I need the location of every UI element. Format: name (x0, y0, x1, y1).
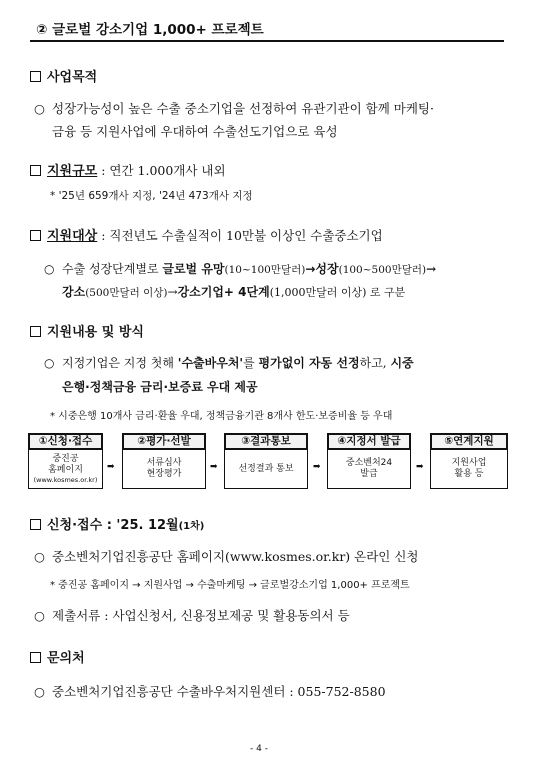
bullet-circle-icon: ○ (34, 608, 45, 623)
flow-step-3-line-1: 선정결과 통보 (238, 463, 294, 474)
support-auto-select: 평가없이 자동 선정 (258, 356, 360, 370)
section-contact (30, 647, 85, 666)
apply-note: * 중진공 홈페이지 → 지원사업 → 수출마케팅 → 글로벌강소기업 1,000+ 프로젝트 (50, 580, 410, 591)
support-line-2: 은행·정책금융 금리·보증료 우대 제공 (62, 380, 258, 394)
support-text-e: 하고, (359, 356, 391, 370)
purpose-line-2: 금융 등 지원사업에 우대하여 수출선도기업으로 육성 (52, 124, 338, 139)
checkbox-square-icon (30, 326, 41, 337)
target-growth: →성장 (305, 262, 339, 276)
flow-step-1-body (28, 449, 103, 489)
flow-step-5-body (430, 449, 508, 489)
support-line-1 (44, 354, 414, 371)
page-number: - 4 - (250, 744, 268, 754)
apply-line-1 (34, 547, 419, 565)
apply-text-2: 제출서류 : 사업신청서, 신용정보제공 및 활용동의서 등 (52, 608, 350, 623)
bullet-circle-icon: ○ (34, 101, 45, 116)
flow-step-1-line-1: 중진공 (52, 454, 79, 464)
bullet-circle-icon: ○ (34, 684, 45, 699)
scale-note: * '25년 659개사 지정, '24년 473개사 지정 (50, 190, 253, 202)
section-apply-heading: 신청·접수 : '25. 12월 (47, 518, 179, 533)
flow-step-3-head: ③결과통보 (224, 433, 308, 450)
section-apply-round: (1차) (178, 521, 205, 532)
flow-step-2-head: ②평가·선발 (122, 433, 206, 450)
section-apply (30, 514, 204, 533)
purpose-text-1: 성장가능성이 높은 수출 중소기업을 선정하여 유관기관이 함께 마케팅· (52, 101, 434, 116)
flow-step-1-head: ①신청·접수 (28, 433, 103, 450)
bullet-circle-icon: ○ (44, 262, 55, 276)
target-text-a: 수출 성장단계별로 (62, 262, 163, 276)
target-range-2: (100~500만달러) (338, 264, 427, 276)
flow-step-3-body (224, 449, 308, 489)
flow-step-4-line-2: 발급 (360, 469, 378, 479)
flow-arrow-icon: ➡ (210, 462, 218, 472)
target-strong-plus: 강소기업+ 4단계 (177, 285, 270, 299)
flow-step-1-line-2: 홈페이지 (48, 465, 83, 475)
flow-step-4-head: ④지정서 발급 (327, 433, 411, 450)
checkbox-square-icon (30, 519, 41, 530)
section-scale-heading: 지원규모 (47, 164, 98, 179)
flow-arrow-icon: ➡ (107, 462, 115, 472)
target-line-1 (44, 260, 436, 277)
target-global: 글로벌 유망 (162, 262, 225, 276)
section-purpose (30, 66, 97, 85)
support-text-c: 를 (243, 356, 259, 370)
target-line-2 (62, 283, 405, 300)
purpose-line-1 (34, 99, 434, 117)
flow-step-5-line-1: 지원사업 (451, 458, 487, 468)
flow-arrow-icon: ➡ (416, 462, 424, 472)
scale-text: : 연간 1.000개사 내외 (97, 163, 226, 178)
section-support-heading: 지원내용 및 방식 (47, 325, 144, 340)
checkbox-square-icon (30, 165, 41, 176)
flow-step-2-line-2: 현장평가 (146, 469, 182, 479)
support-note: * 시중은행 10개사 금리·환율 우대, 정책금융기관 8개사 한도·보증비율 등 우대 (50, 411, 393, 422)
apply-text-1: 중소벤처기업진흥공단 홈페이지(www.kosmes.or.kr) 온라인 신청 (52, 549, 419, 564)
section-contact-heading: 문의처 (47, 651, 85, 666)
bullet-circle-icon: ○ (34, 549, 45, 564)
checkbox-square-icon (30, 652, 41, 663)
flow-arrow-icon: ➡ (313, 462, 321, 472)
support-voucher: '수출바우처' (177, 356, 244, 370)
flow-step-2-line-1: 서류심사 (146, 458, 182, 468)
section-target-heading: 지원대상 (47, 229, 98, 244)
bullet-circle-icon: ○ (44, 356, 55, 370)
target-arrow-2: → (167, 285, 178, 299)
support-market: 시중 (390, 356, 414, 370)
checkbox-square-icon (30, 230, 41, 241)
flow-step-4-line-1: 중소벤처24 (345, 458, 393, 468)
flow-step-5-line-2: 활용 등 (454, 469, 484, 479)
flow-step-1-url: (www.kosmes.or.kr) (33, 476, 98, 484)
target-range-3: (500만달러 이상) (85, 287, 168, 299)
checkbox-square-icon (30, 71, 41, 82)
section-target (30, 225, 383, 244)
contact-text: 중소벤처기업진흥공단 수출바우처지원센터 : 055-752-8580 (52, 684, 386, 699)
section-support (30, 321, 144, 340)
process-flowchart (28, 433, 508, 495)
flow-step-2-body (122, 449, 206, 489)
apply-line-2 (34, 606, 350, 624)
contact-line-1 (34, 682, 386, 700)
flow-step-4-body (327, 449, 411, 489)
target-arrow: → (426, 262, 437, 276)
support-text-a: 지정기업은 지정 첫해 (62, 356, 178, 370)
page-title: ② 글로벌 강소기업 1,000+ 프로젝트 (36, 22, 264, 38)
target-strong: 강소 (62, 285, 86, 299)
section-purpose-heading: 사업목적 (47, 70, 98, 85)
target-range-4: (1,000만달러 이상) 로 구분 (269, 286, 406, 299)
flow-step-5-head: ⑤연계지원 (430, 433, 508, 450)
target-range-1: (10~100만달러) (224, 264, 306, 276)
target-text: : 직전년도 수출실적이 10만불 이상인 수출중소기업 (97, 228, 383, 243)
section-scale (30, 160, 226, 179)
